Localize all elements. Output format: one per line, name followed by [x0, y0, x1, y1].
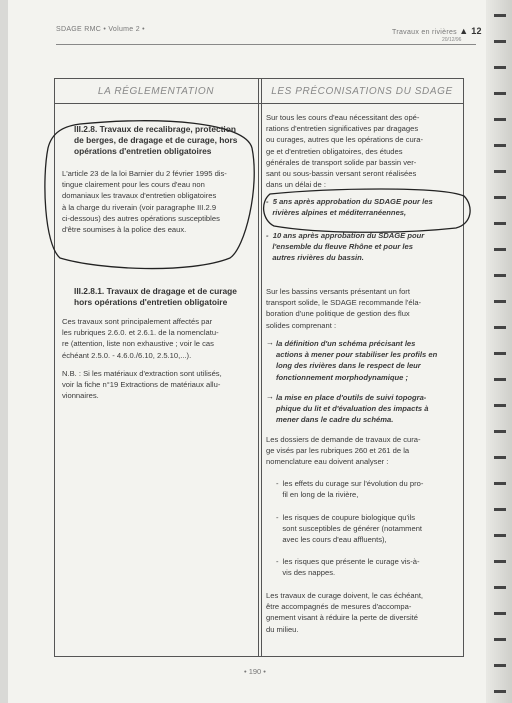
binding-ring	[494, 170, 506, 173]
binding-ring	[494, 14, 506, 17]
section-title-3-2-8: III.2.8. Travaux de recalibrage, protection de berges, de dragage et de curage, hors opérations d'entretien obligatoires	[74, 124, 238, 156]
sdage-intro-paragraph: Sur tous les cours d'eau nécessitant des opé- rations d'entretien significatives par dragages ou curages, autres que les opérations de cura- ge et d'entretien obligatoires, des études générales de transport solide par bassin ver- sant ou sous-bassin versant seront réalisées dans un délai de :	[266, 113, 424, 190]
page-section-number: ▲ 12	[459, 26, 482, 36]
running-header-right	[392, 26, 482, 36]
action-monitoring-tools: la mise en place d'outils de suivi topogra- phique du lit et d'évaluation des impacts à mener dans le cadre du schéma.	[276, 393, 429, 425]
right-column-heading: LES PRÉCONISATIONS DU SDAGE	[271, 86, 453, 97]
binding-ring	[494, 352, 506, 355]
running-header-left: SDAGE RMC • Volume 2 •	[56, 26, 145, 33]
binding-ring	[494, 92, 506, 95]
binding-ring	[494, 560, 506, 563]
binding-ring	[494, 456, 506, 459]
binding-ring	[494, 430, 506, 433]
spiral-binding	[486, 0, 512, 703]
header-rule	[56, 44, 476, 45]
binding-ring	[494, 300, 506, 303]
binding-ring	[494, 326, 506, 329]
mitigation-paragraph: Les travaux de curage doivent, le cas échéant, être accompagnés de mesures d'accompa- gnement visant à réduire la perte de diversité du milieu.	[266, 591, 424, 634]
binding-ring	[494, 196, 506, 199]
analysis-item-profile: - les effets du curage sur l'évolution du pro- fil en long de la rivière,	[276, 479, 424, 500]
section-title-3-2-8-1: III.2.8.1. Travaux de dragage et de curage hors opérations d'entretien obligatoire	[74, 286, 237, 307]
binding-ring	[494, 612, 506, 615]
binding-ring	[494, 586, 506, 589]
left-column-heading: LA RÉGLEMENTATION	[97, 86, 215, 97]
binding-ring	[494, 144, 506, 147]
analysis-item-aquifers: - les risques que présente le curage vis-à- vis des nappes.	[276, 557, 420, 578]
arrow-bullet-icon: →	[266, 392, 274, 401]
binding-ring	[494, 274, 506, 277]
binding-ring	[494, 404, 506, 407]
binding-ring	[494, 534, 506, 537]
section-label: Travaux en rivières	[392, 29, 457, 36]
binding-ring	[494, 378, 506, 381]
action-definition-schema: la définition d'un schéma précisant les actions à mener pour stabiliser les profils en long des rivières dans le respect de leur fonctionnement morphodynamique ;	[276, 339, 438, 382]
section-body-3-2-8: L'article 23 de la loi Barnier du 2 février 1995 dis- tingue clairement pour les cours d'eau non domaniaux les travaux d'entretien obligatoires à la charge du riverain (voir paragraphe III.2.9 ci-dessous) des autres opérations susceptibles d'être soumises à la police des eaux.	[62, 169, 227, 235]
binding-ring	[494, 482, 506, 485]
binding-ring	[494, 690, 506, 693]
binding-ring	[494, 222, 506, 225]
binding-ring	[494, 664, 506, 667]
heading-row-rule	[54, 103, 464, 104]
header-date: 20/12/96	[442, 37, 462, 43]
solid-transport-paragraph: Sur les bassins versants présentant un fort transport solide, le SDAGE recommande l'éla- boration d'une politique de gestion des flux solides comprenant :	[266, 287, 422, 330]
deadline-5-years: - 5 ans après approbation du SDAGE pour les rivières alpines et méditerranéennes,	[266, 197, 433, 218]
arrow-bullet-icon: →	[266, 338, 274, 347]
binding-ring	[494, 40, 506, 43]
nb-note: N.B. : Si les matériaux d'extraction sont utilisés, voir la fiche n°19 Extractions de matériaux allu- vionnaires.	[62, 369, 222, 401]
binding-ring	[494, 248, 506, 251]
binding-ring	[494, 118, 506, 121]
application-files-paragraph: Les dossiers de demande de travaux de cura- ge visés par les rubriques 260 et 261 de la nomenclature eau doivent analyser :	[266, 435, 421, 467]
binding-ring	[494, 638, 506, 641]
analysis-item-biological: - les risques de coupure biologique qu'ils sont susceptibles de générer (notamment avec les cours d'eau affluents),	[276, 513, 423, 545]
binding-ring	[494, 66, 506, 69]
page-number: • 190 •	[244, 667, 266, 676]
section-body-3-2-8-1: Ces travaux sont principalement affectés par les rubriques 2.6.0. et 2.6.1. de la nomenclatu- re (attention, liste non exhaustive ; voir le cas échéant 2.5.0. - 4.6.0./6.10, 2.5.10,...).	[62, 317, 219, 360]
binding-ring	[494, 508, 506, 511]
deadline-10-years: - 10 ans après approbation du SDAGE pour l'ensemble du fleuve Rhône et pour les autres rivières du bassin.	[266, 231, 425, 263]
